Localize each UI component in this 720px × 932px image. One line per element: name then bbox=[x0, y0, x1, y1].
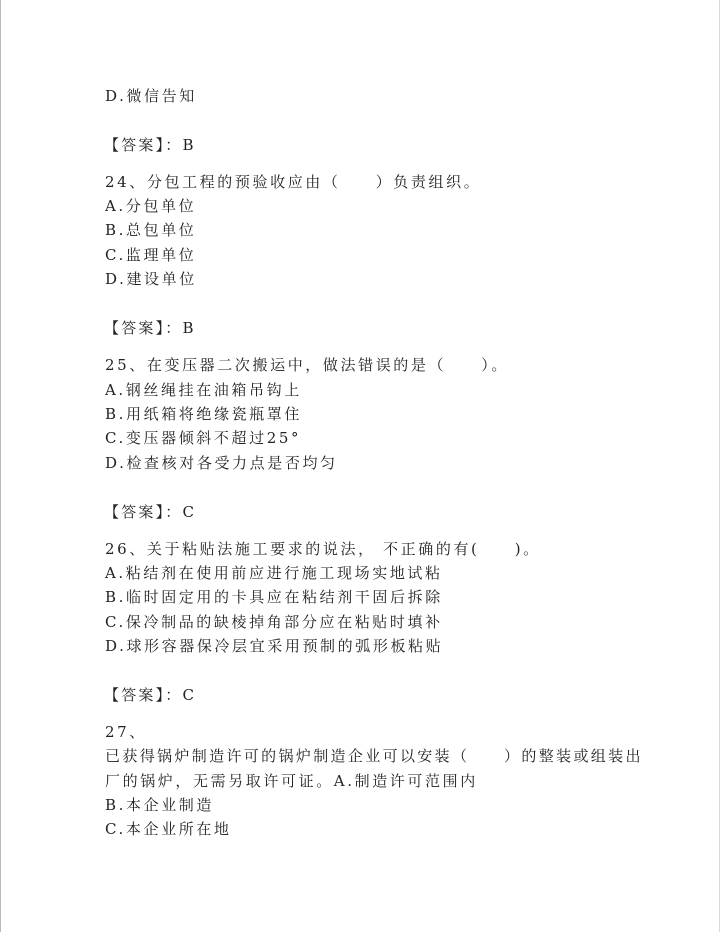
option-text: D.球形容器保冷层宜采用预制的弧形板粘贴 bbox=[105, 637, 444, 655]
question-stem: 24、分包工程的预验收应由（ ）负责组织。 bbox=[105, 173, 482, 191]
option-text: C.本企业所在地 bbox=[105, 820, 232, 838]
answer-text: 【答案】：B bbox=[104, 136, 196, 154]
answer-text: 【答案】：B bbox=[104, 319, 196, 337]
question-stem: 25、在变压器二次搬运中，做法错误的是（ ）。 bbox=[105, 356, 509, 374]
answer-text: 【答案】：C bbox=[104, 503, 197, 521]
option-text: C.保冷制品的缺棱掉角部分应在粘贴时填补 bbox=[105, 613, 443, 631]
option-text: C.监理单位 bbox=[105, 246, 197, 264]
option-text: A.钢丝绳挂在油箱吊钩上 bbox=[105, 381, 302, 399]
question-stem-continued: 厂的锅炉，无需另取许可证。A.制造许可范围内 bbox=[105, 772, 478, 790]
option-text: D.检查核对各受力点是否均匀 bbox=[105, 454, 338, 472]
question-stem: 已获得锅炉制造许可的锅炉制造企业可以安装（ ）的整装或组装出 bbox=[105, 747, 643, 765]
option-text: B.临时固定用的卡具应在粘结剂干固后拆除 bbox=[105, 588, 443, 606]
question-number: 27、 bbox=[105, 723, 147, 741]
option-text: D.微信告知 bbox=[105, 87, 197, 105]
option-text: D.建设单位 bbox=[105, 270, 197, 288]
option-text: B.总包单位 bbox=[105, 221, 197, 239]
option-text: A.分包单位 bbox=[105, 197, 197, 215]
option-text: B.本企业制造 bbox=[105, 796, 214, 814]
option-text: A.粘结剂在使用前应进行施工现场实地试粘 bbox=[105, 564, 443, 582]
answer-text: 【答案】：C bbox=[104, 686, 197, 704]
question-stem: 26、关于粘贴法施工要求的说法， 不正确的有( )。 bbox=[105, 540, 541, 558]
option-text: C.变压器倾斜不超过25° bbox=[105, 429, 302, 447]
option-text: B.用纸箱将绝缘瓷瓶罩住 bbox=[105, 405, 302, 423]
